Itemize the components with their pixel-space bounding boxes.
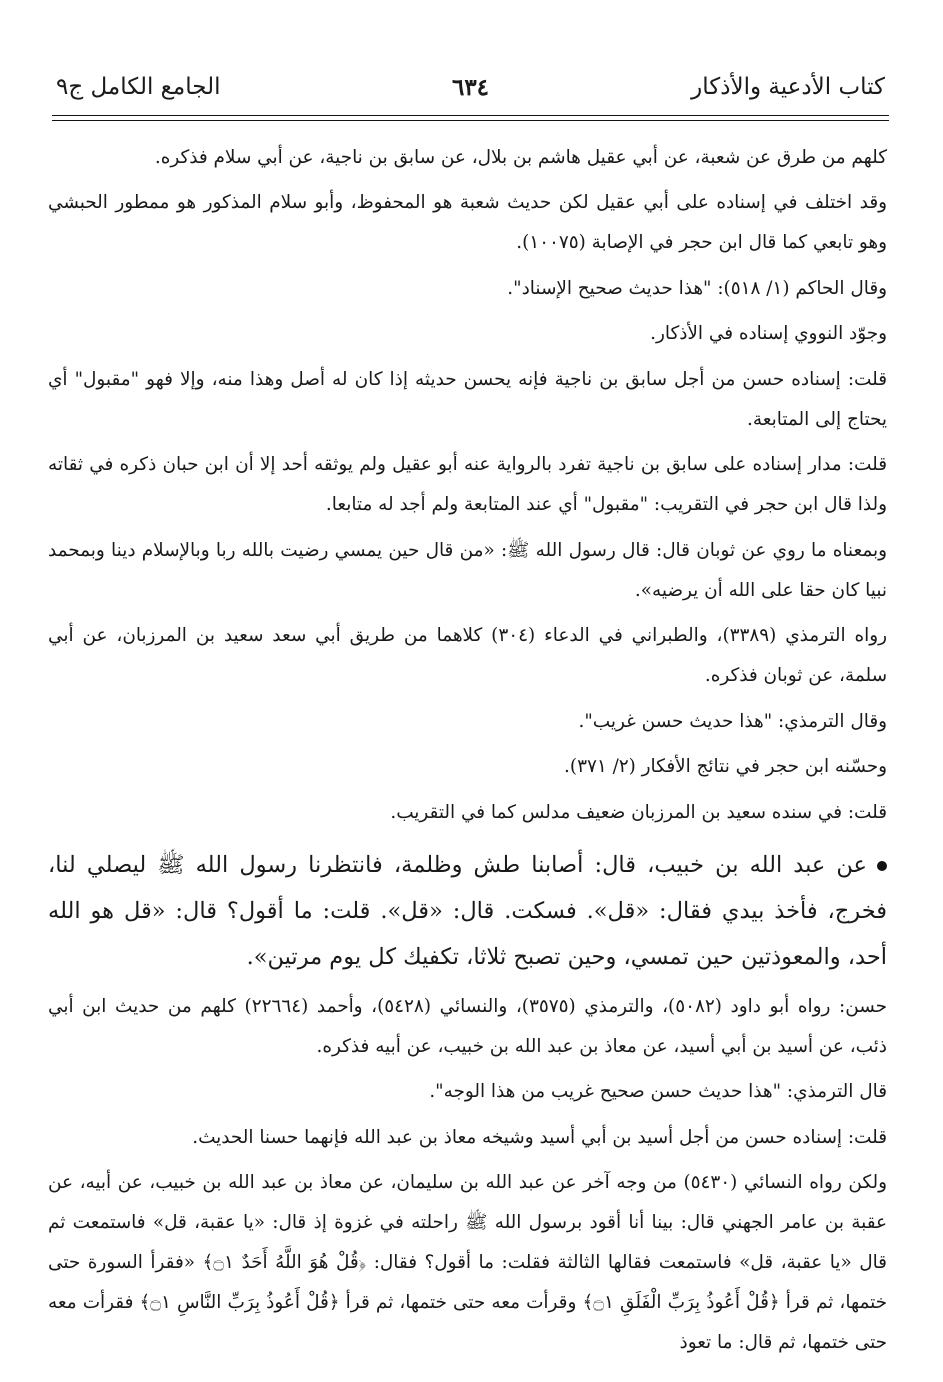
paragraph: قلت: إسناده حسن من أجل أسيد بن أبي أسيد وشيخه معاذ بن عبد الله فإنهما حسنا الحديث. xyxy=(192,1126,887,1148)
paragraph: حسن: رواه أبو داود (٥٠٨٢)، والترمذي (٣٥٧٥)، والنسائي (٥٤٢٨)، وأحمد (٢٢٦٦٤) كلهم من حديث ابن أبي ذئب، عن أسيد بن أبي أسيد، عن معاذ بن عبد الله بن خبيب، عن أبيه فذكره. xyxy=(48,995,887,1057)
paragraph: قلت: مدار إسناده على سابق بن ناجية تفرد بالرواية عنه أبو عقيل ولم يوثقه أحد إلا أن ابن حبان ذكره في ثقاته ولذا قال ابن حجر في التقريب: "مقبول" أي عند المتابعة ولم أجد له متابعا. xyxy=(48,454,887,515)
page-number: ٦٣٤ xyxy=(451,74,490,101)
bullet-icon xyxy=(877,861,887,871)
hadith-text xyxy=(48,842,887,980)
paragraph: قال الترمذي: "هذا حديث حسن صحيح غريب من هذا الوجه". xyxy=(429,1081,887,1102)
paragraph: كلهم من طرق عن شعبة، عن أبي عقيل هاشم بن بلال، عن سابق بن ناجية، عن أبي سلام فذكره. xyxy=(154,147,887,168)
paragraph: قلت: في سنده سعيد بن المرزبان ضعيف مدلس كما في التقريب. xyxy=(390,801,887,823)
page-body xyxy=(48,138,887,1369)
running-title: الجامع الكامل ج٩ xyxy=(56,74,221,100)
paragraph: وحسّنه ابن حجر في نتائج الأفكار (٢/ ٣٧١). xyxy=(564,756,887,777)
paragraph: قلت: إسناده حسن من أجل سابق بن ناجية فإنه يحسن حديثه إذا كان له أصل وهذا منه، وإلا فهو "مقبول" أي يحتاج إلى المتابعة. xyxy=(48,368,887,430)
paragraph: وقد اختلف في إسناده على أبي عقيل لكن حديث شعبة هو المحفوظ، وأبو سلام المذكور هو ممطور الحبشي وهو تابعي كما قال ابن حجر في الإصابة (١٠٠٧٥). xyxy=(48,192,887,253)
hadith-body: عن عبد الله بن خبيب، قال: أصابنا طش وظلمة، فانتظرنا رسول الله ﷺ ليصلي لنا، فخرج، فأخذ بيدي فقال: «قل». فسكت. قال: «قل». قلت: ما أقول؟ قال: «قل هو الله أحد، والمعوذتين حين تمسي، وحين تصبح ثلاثا، تكفيك كل يوم مرتين». xyxy=(48,851,887,970)
paragraph: ولكن رواه النسائي (٥٤٣٠) من وجه آخر عن عبد الله بن سليمان، عن معاذ بن عبد الله بن خبيب، عن أبيه، عن عقبة بن عامر الجهني قال: بينا أنا أقود برسول الله ﷺ راحلته في غزوة إذ قال: «يا عقبة، قل» فاستمعت ثم قال «يا عقبة، قل» فاستمعت فقالها الثالثة فقلت: ما أقول؟ فقال: ﴿قُلْ هُوَ اللَّهُ أَحَدٌ ۝١﴾ «فقرأ السورة حتى ختمها، ثم قرأ ﴿قُلْ أَعُوذُ بِرَبِّ الْفَلَقِ ۝١﴾ وقرأت معه حتى ختمها، ثم قرأ ﴿قُلْ أَعُوذُ بِرَبِّ النَّاسِ ۝١﴾ فقرأت معه حتى ختمها، ثم قال: ما تعوذ xyxy=(48,1172,887,1353)
book-title: كتاب الأدعية والأذكار xyxy=(691,74,885,100)
paragraph: رواه الترمذي (٣٣٨٩)، والطبراني في الدعاء (٣٠٤) كلاهما من طريق أبي سعد سعيد بن المرزبان، عن أبي سلمة، عن ثوبان فذكره. xyxy=(48,625,888,686)
header-rule xyxy=(52,115,889,121)
paragraph: وقال الحاكم (١/ ٥١٨): "هذا حديث صحيح الإسناد". xyxy=(507,277,887,299)
paragraph: وجوّد النووي إسناده في الأذكار. xyxy=(650,323,887,344)
paragraph: وقال الترمذي: "هذا حديث حسن غريب". xyxy=(578,710,887,732)
paragraph: وبمعناه ما روي عن ثوبان قال: قال رسول الله ﷺ: «من قال حين يمسي رضيت بالله ربا وبالإسلام دينا وبمحمد نبيا كان حقا على الله أن يرضيه». xyxy=(48,539,887,601)
page-header xyxy=(56,74,885,114)
